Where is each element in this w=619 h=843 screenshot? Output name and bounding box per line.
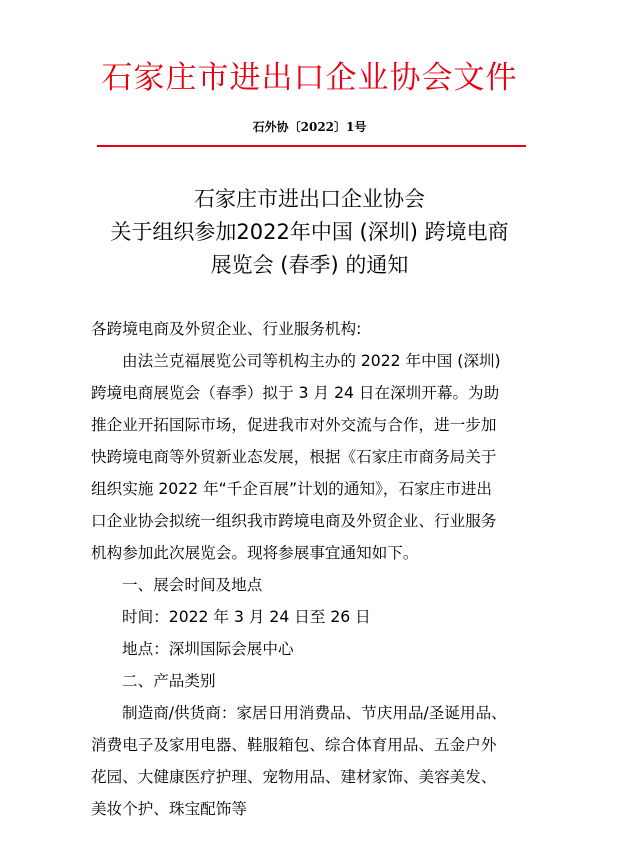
body-line: 跨境电商展览会（春季）拟于 3 月 24 日在深圳开幕。为助 [91,384,500,402]
title-line-2: 关于组织参加2022年中国 (深圳) 跨境电商 [110,220,509,244]
body-line: 推企业开拓国际市场，促进我市对外交流与合作，进一步加 [91,416,497,434]
section-heading-2: 二、产品类别 [122,672,216,690]
body-line: 口企业协会拟统一组织我市跨境电商及外贸企业、行业服务 [91,512,497,530]
body-line: 快跨境电商等外贸新业态发展，根据《石家庄市商务局关于 [91,448,497,466]
body-line: 由法兰克福展览公司等机构主办的 2022 年中国 (深圳) [122,352,501,370]
product-categories-line: 制造商/供货商：家居日用消费品、节庆用品/圣诞用品、 [122,704,507,722]
salutation: 各跨境电商及外贸企业、行业服务机构: [91,320,362,338]
product-categories-line: 花园、大健康医疗护理、宠物用品、建材家饰、美容美发、 [91,768,497,786]
masthead-title: 石家庄市进出口企业协会文件 [101,60,518,96]
header-red-rule [97,145,526,147]
body-line: 组织实施 2022 年“千企百展”计划的通知》，石家庄市进出 [91,480,493,498]
notice-title [0,183,619,282]
title-line-1: 石家庄市进出口企业协会 [194,187,425,211]
title-line-3: 展览会 (春季) 的通知 [210,253,409,277]
body-line: 机构参加此次展览会。现将参展事宜通知如下。 [91,544,419,562]
document-number: 石外协〔2022〕1号 [252,120,367,134]
event-location: 地点：深圳国际会展中心 [122,640,294,658]
product-categories-line: 消费电子及家用电器、鞋服箱包、综合体育用品、五金户外 [91,736,497,754]
section-heading-1: 一、展会时间及地点 [122,576,263,594]
product-categories-line: 美妆个护、珠宝配饰等 [91,800,247,818]
event-time: 时间：2022 年 3 月 24 日至 26 日 [122,608,371,626]
notice-body [91,313,543,825]
